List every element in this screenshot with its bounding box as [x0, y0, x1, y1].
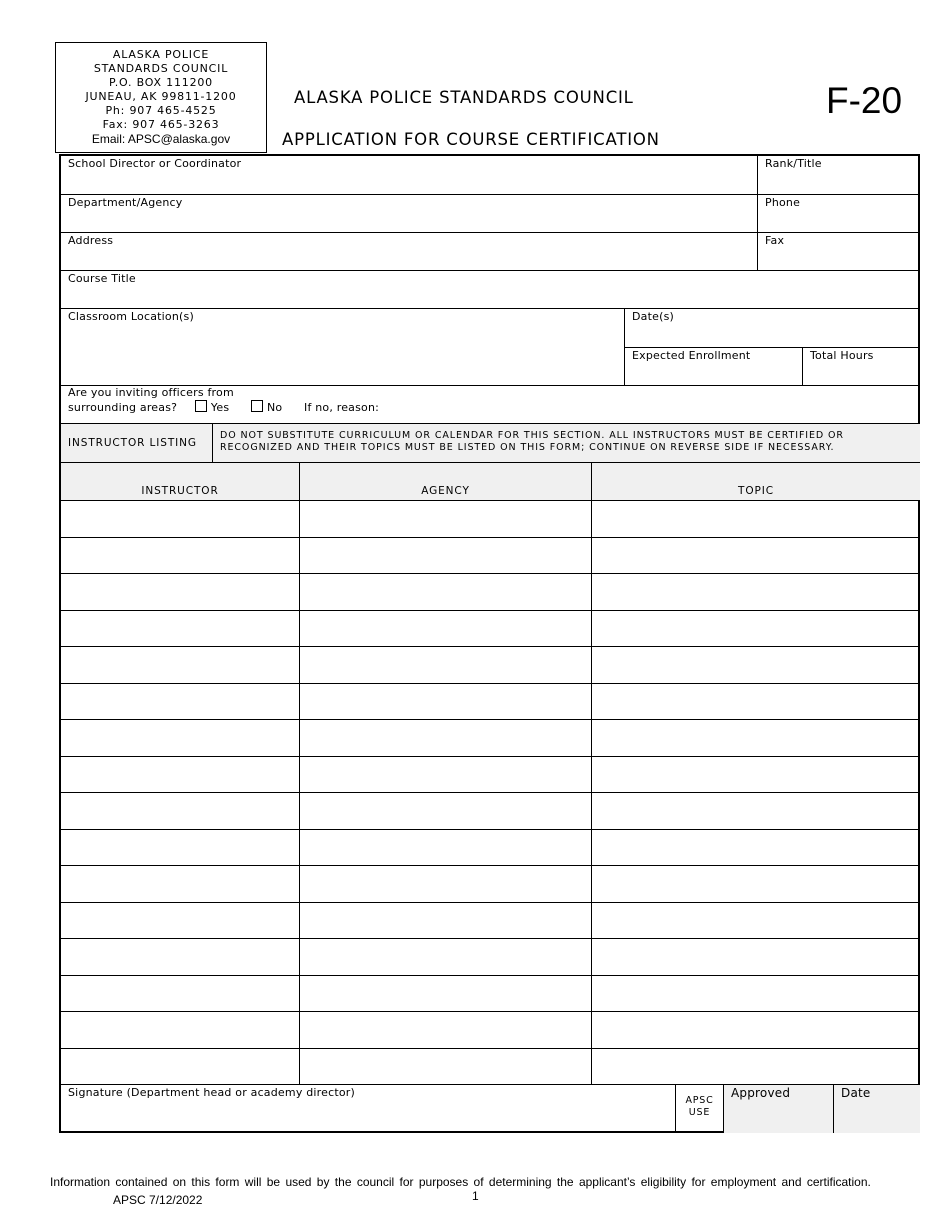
enrollment-field[interactable]	[625, 348, 803, 386]
table-cell-topic[interactable]	[592, 1012, 920, 1049]
table-cell-agency[interactable]	[300, 574, 592, 611]
table-cell-instructor[interactable]	[61, 538, 300, 575]
table-cell-agency[interactable]	[300, 1012, 592, 1049]
inviting-section	[61, 386, 920, 424]
yes-checkbox[interactable]	[195, 400, 207, 412]
date-label: Date	[841, 1086, 871, 1100]
phone-field[interactable]	[758, 195, 920, 233]
footer-notice: Information contained on this form will be used by the council for purposes of determining the applicant’s eligibility for employment and certification.	[50, 1175, 871, 1189]
page-number: 1	[472, 1189, 479, 1203]
address-field[interactable]	[61, 233, 758, 271]
table-cell-instructor[interactable]	[61, 757, 300, 794]
address-fax: Fax: 907 465-3263	[102, 118, 220, 131]
instructor-note-line2: RECOGNIZED AND THEIR TOPICS MUST BE LISTED ON THIS FORM; CONTINUE ON REVERSE SIDE IF NECESSARY.	[220, 442, 835, 453]
address-phone: Ph: 907 465-4525	[105, 104, 217, 117]
instructor-listing-label: INSTRUCTOR LISTING	[61, 424, 213, 463]
table-cell-instructor[interactable]	[61, 1049, 300, 1086]
department-field[interactable]	[61, 195, 758, 233]
table-cell-instructor[interactable]	[61, 501, 300, 538]
yes-label: Yes	[210, 401, 230, 414]
table-cell-instructor[interactable]	[61, 684, 300, 721]
table-cell-topic[interactable]	[592, 647, 920, 684]
table-cell-instructor[interactable]	[61, 647, 300, 684]
table-cell-topic[interactable]	[592, 574, 920, 611]
table-cell-topic[interactable]	[592, 830, 920, 867]
instructor-note-line1: DO NOT SUBSTITUTE CURRICULUM OR CALENDAR FOR THIS SECTION. ALL INSTRUCTORS MUST BE CERTIFIED OR	[220, 430, 844, 441]
table-cell-agency[interactable]	[300, 538, 592, 575]
table-cell-agency[interactable]	[300, 1049, 592, 1086]
form-number: F-20	[826, 80, 903, 121]
table-cell-agency[interactable]	[300, 647, 592, 684]
table-cell-agency[interactable]	[300, 976, 592, 1013]
table-cell-agency[interactable]	[300, 684, 592, 721]
department-label: Department/Agency	[68, 196, 183, 209]
reason-label: If no, reason:	[304, 401, 380, 414]
address-email: Email: APSC@alaska.gov	[91, 132, 231, 146]
apsc-line2: USE	[688, 1107, 711, 1118]
table-cell-agency[interactable]	[300, 793, 592, 830]
org-title: ALASKA POLICE STANDARDS COUNCIL	[294, 88, 634, 107]
inviting-question-line1: Are you inviting officers from	[68, 386, 234, 399]
dates-label: Date(s)	[632, 310, 675, 323]
table-cell-topic[interactable]	[592, 866, 920, 903]
table-cell-agency[interactable]	[300, 720, 592, 757]
director-label: School Director or Coordinator	[68, 157, 242, 170]
application-form	[59, 154, 920, 1133]
table-cell-topic[interactable]	[592, 757, 920, 794]
apsc-line1: APSC	[685, 1095, 714, 1106]
col-header-agency: AGENCY	[300, 463, 592, 501]
table-cell-instructor[interactable]	[61, 976, 300, 1013]
no-label: No	[266, 401, 283, 414]
table-cell-instructor[interactable]	[61, 866, 300, 903]
table-cell-agency[interactable]	[300, 903, 592, 940]
table-cell-agency[interactable]	[300, 866, 592, 903]
table-cell-topic[interactable]	[592, 611, 920, 648]
date-field[interactable]	[834, 1085, 920, 1133]
enrollment-label: Expected Enrollment	[632, 349, 751, 362]
table-cell-agency[interactable]	[300, 830, 592, 867]
table-cell-topic[interactable]	[592, 793, 920, 830]
course-title-field[interactable]	[61, 271, 920, 309]
table-cell-instructor[interactable]	[61, 830, 300, 867]
table-cell-topic[interactable]	[592, 501, 920, 538]
table-cell-instructor[interactable]	[61, 611, 300, 648]
rank-label: Rank/Title	[765, 157, 822, 170]
col-header-topic: TOPIC	[592, 463, 920, 501]
address-line1: ALASKA POLICE	[112, 48, 210, 61]
instructor-table-body	[61, 501, 920, 1085]
address-label: Address	[68, 234, 114, 247]
address-line2: STANDARDS COUNCIL	[93, 62, 229, 75]
total-hours-label: Total Hours	[810, 349, 874, 362]
table-cell-instructor[interactable]	[61, 574, 300, 611]
address-line4: JUNEAU, AK 99811-1200	[85, 90, 237, 103]
signature-field[interactable]	[61, 1085, 676, 1133]
table-cell-agency[interactable]	[300, 501, 592, 538]
table-cell-instructor[interactable]	[61, 939, 300, 976]
total-hours-field[interactable]	[803, 348, 920, 386]
table-cell-agency[interactable]	[300, 939, 592, 976]
instructor-listing-note	[213, 424, 920, 463]
classroom-field[interactable]	[61, 309, 625, 386]
table-cell-instructor[interactable]	[61, 720, 300, 757]
rank-field[interactable]	[758, 156, 920, 195]
approved-field[interactable]	[724, 1085, 834, 1133]
table-cell-topic[interactable]	[592, 720, 920, 757]
table-cell-topic[interactable]	[592, 538, 920, 575]
fax-field[interactable]	[758, 233, 920, 271]
table-cell-topic[interactable]	[592, 684, 920, 721]
signature-label: Signature (Department head or academy director)	[68, 1086, 356, 1099]
table-cell-agency[interactable]	[300, 757, 592, 794]
inviting-question-line2: surrounding areas?	[68, 401, 178, 414]
table-cell-topic[interactable]	[592, 939, 920, 976]
table-cell-topic[interactable]	[592, 903, 920, 940]
dates-field[interactable]	[625, 309, 920, 348]
fax-label: Fax	[765, 234, 785, 247]
classroom-label: Classroom Location(s)	[68, 310, 194, 323]
no-checkbox[interactable]	[251, 400, 263, 412]
course-title-label: Course Title	[68, 272, 136, 285]
apsc-use-label	[676, 1085, 724, 1133]
address-box	[55, 42, 267, 153]
form-title: APPLICATION FOR COURSE CERTIFICATION	[282, 130, 660, 149]
table-cell-topic[interactable]	[592, 1049, 920, 1086]
revision-date: APSC 7/12/2022	[113, 1193, 203, 1207]
table-cell-instructor[interactable]	[61, 1012, 300, 1049]
col-header-instructor: INSTRUCTOR	[61, 463, 300, 501]
director-field[interactable]	[61, 156, 758, 195]
table-cell-instructor[interactable]	[61, 793, 300, 830]
table-cell-topic[interactable]	[592, 976, 920, 1013]
approved-label: Approved	[731, 1086, 791, 1100]
table-cell-agency[interactable]	[300, 611, 592, 648]
table-cell-instructor[interactable]	[61, 903, 300, 940]
address-line3: P.O. BOX 111200	[109, 76, 213, 89]
phone-label: Phone	[765, 196, 801, 209]
